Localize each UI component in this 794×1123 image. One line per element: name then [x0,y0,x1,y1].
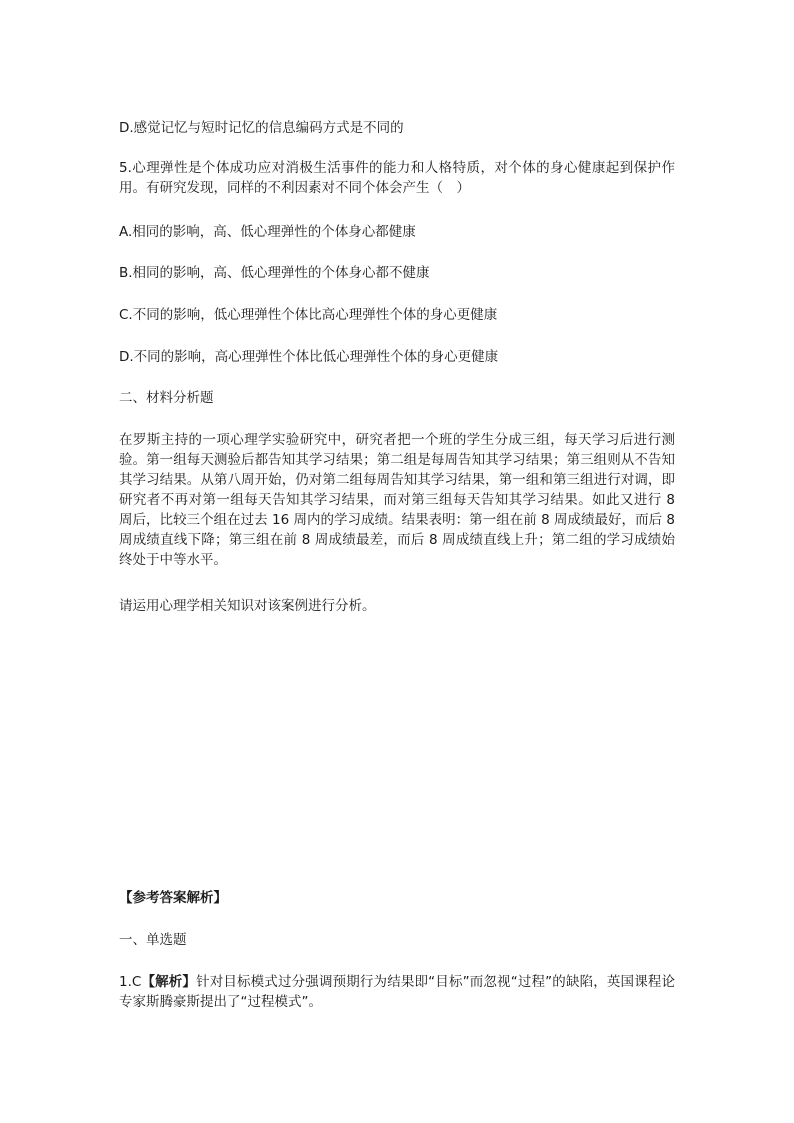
material-paragraph: 在罗斯主持的一项心理学实验研究中，研究者把一个班的学生分成三组，每天学习后进行测验。第一组每天测验后都告知其学习结果；第二组是每周告知其学习结果；第三组则从不告知其学习结果。从第八周开始，仍对第二组每周告知其学习结果，第一组和第三组进行对调，即研究者不再对第一组每天告知其学习结果，而对第三组每天告知其学习结果。如此又进行 8 周后，比较三个组在过去 16 周内的学习成绩。结果表明：第一组在前 8 周成绩最好，而后 8 周成绩直线下降；第三组在前 8 周成绩最差，而后 8 周成绩直线上升；第二组的学习成绩始终处于中等水平。 [119,432,675,568]
answers-heading: 【参考答案解析】 [119,890,227,906]
answer-1-tag: 【解析】 [141,974,197,990]
section-heading-material-analysis: 二、材料分析题 [119,390,214,406]
q5-option-d: D.不同的影响，高心理弹性个体比低心理弹性个体的身心更健康 [119,349,499,365]
answers-section-single-choice: 一、单选题 [119,932,187,948]
q5-option-c: C.不同的影响，低心理弹性个体比高心理弹性个体的身心更健康 [119,307,498,323]
q4-option-d: D.感觉记忆与短时记忆的信息编码方式是不同的 [119,120,404,136]
answer-1 [119,972,675,1012]
q5-stem: 5.心理弹性是个体成功应对消极生活事件的能力和人格特质，对个体的身心健康起到保护作用。有研究发现，同样的不利因素对不同个体会产生（ ） [119,160,675,196]
q5-option-a: A.相同的影响，高、低心理弹性的个体身心都健康 [119,224,416,240]
q5-option-b: B.相同的影响，高、低心理弹性的个体身心都不健康 [119,265,430,281]
material-question: 请运用心理学相关知识对该案例进行分析。 [119,598,376,614]
answer-1-text: 针对目标模式过分强调预期行为结果即“目标”而忽视“过程”的缺陷，英国课程论专家斯腾豪斯提出了“过程模式”。 [119,974,675,1010]
answer-1-number: 1.C [119,974,142,990]
